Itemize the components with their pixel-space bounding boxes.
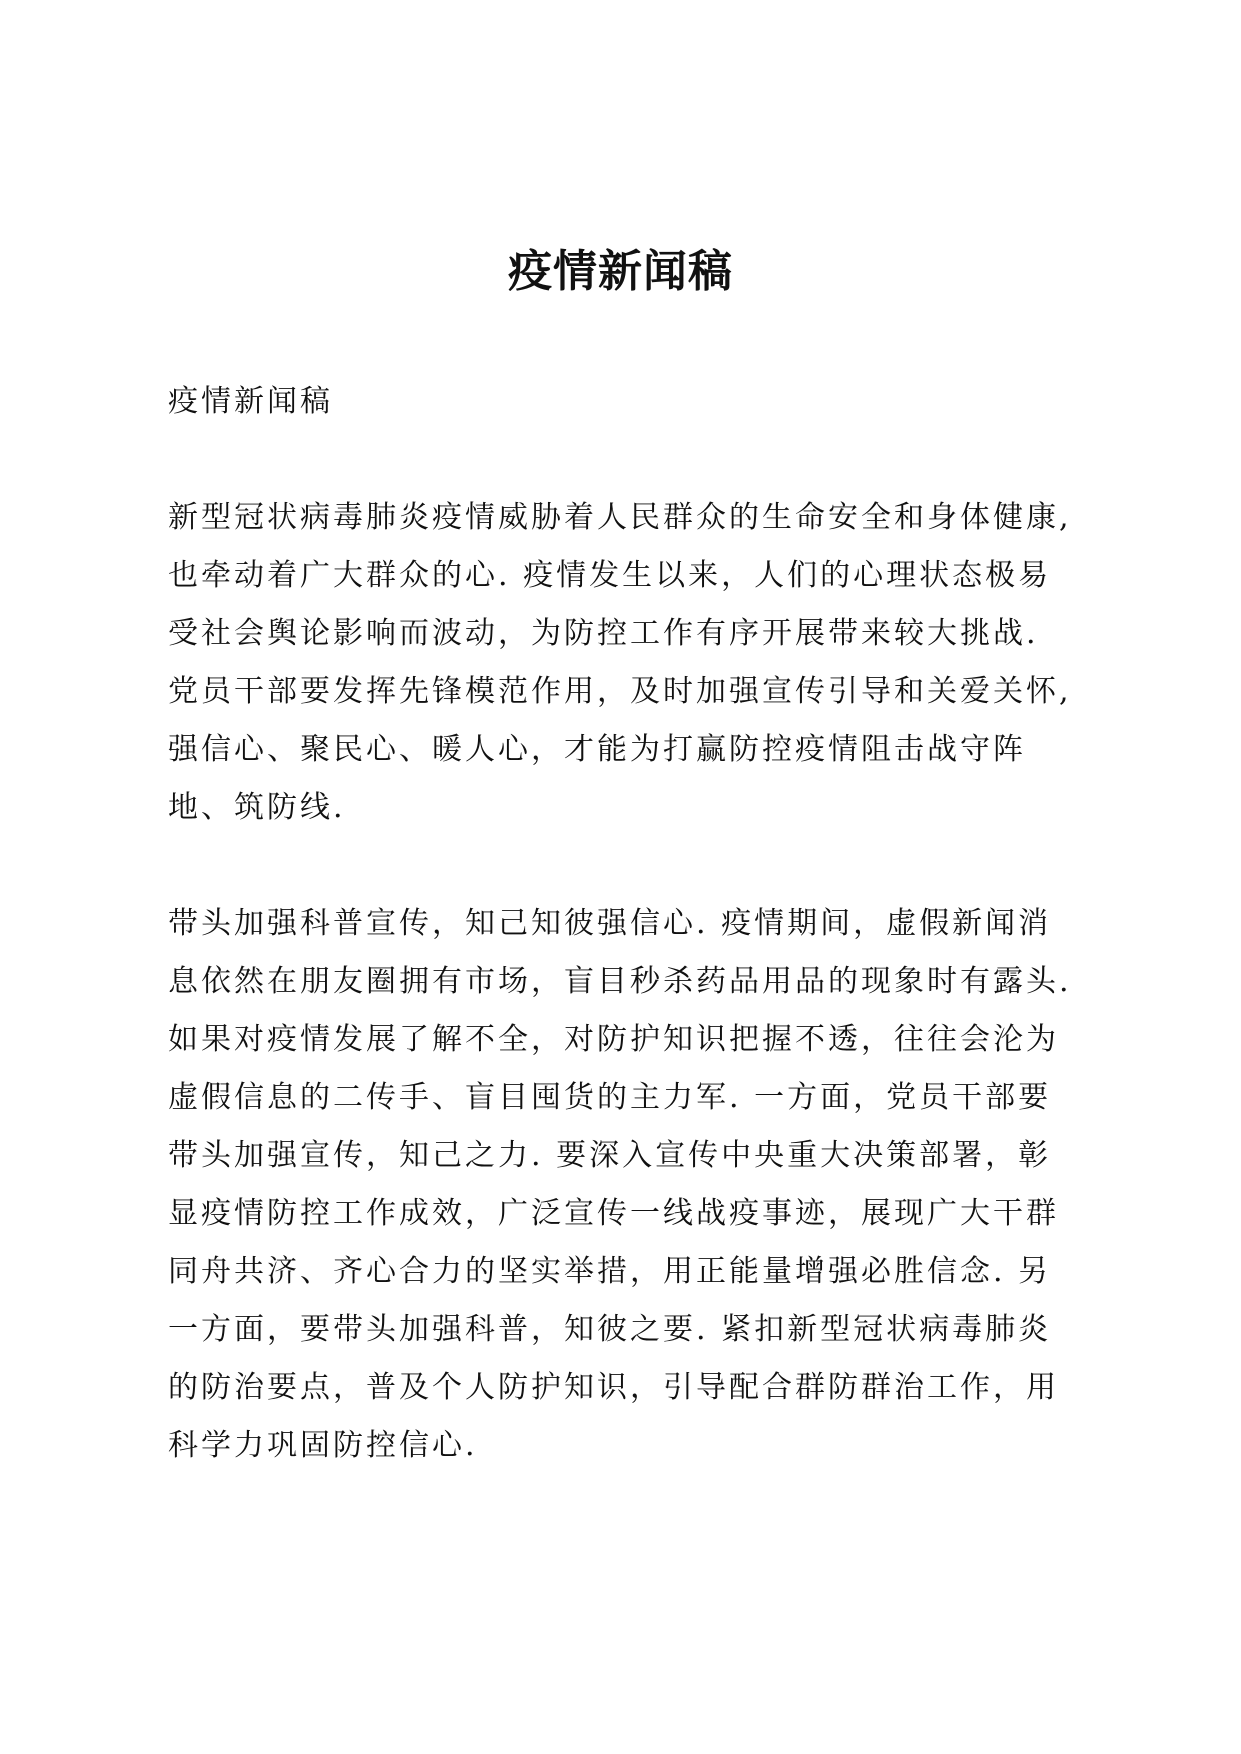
paragraph-line: 显疫情防控工作成效，广泛宣传一线战疫事迹，展现广大干群 xyxy=(168,1196,1059,1231)
paragraph-line: 受社会舆论影响而波动，为防控工作有序开展带来较大挑战. xyxy=(168,616,1039,651)
paragraph-line: 也牵动着广大群众的心. 疫情发生以来，人们的心理状态极易 xyxy=(168,558,1052,593)
paragraph-spacer xyxy=(168,431,1088,489)
document-body xyxy=(168,373,1088,1475)
document-title: 疫情新闻稿 xyxy=(508,246,733,297)
paragraph-line: 新型冠状病毒肺炎疫情威胁着人民群众的生命安全和身体健康, xyxy=(168,500,1072,535)
paragraph-line: 虚假信息的二传手、盲目囤货的主力军. 一方面，党员干部要 xyxy=(168,1080,1052,1115)
paragraph-1 xyxy=(168,489,1088,837)
paragraph-line: 同舟共济、齐心合力的坚实举措，用正能量增强必胜信念. 另 xyxy=(168,1254,1052,1289)
paragraph-line: 强信心、聚民心、暖人心，才能为打赢防控疫情阻击战守阵 xyxy=(168,732,1026,767)
paragraph-line: 息依然在朋友圈拥有市场，盲目秒杀药品用品的现象时有露头. xyxy=(168,964,1072,999)
paragraph-spacer xyxy=(168,837,1088,895)
paragraph-line: 的防治要点，普及个人防护知识，引导配合群防群治工作，用 xyxy=(168,1370,1059,1405)
paragraph-2 xyxy=(168,895,1088,1475)
document-subtitle: 疫情新闻稿 xyxy=(168,384,333,419)
paragraph-line: 带头加强宣传，知己之力. 要深入宣传中央重大决策部署，彰 xyxy=(168,1138,1052,1173)
paragraph-line: 党员干部要发挥先锋模范作用，及时加强宣传引导和关爱关怀, xyxy=(168,674,1072,709)
paragraph-line: 如果对疫情发展了解不全，对防护知识把握不透，往往会沦为 xyxy=(168,1022,1059,1057)
paragraph-line: 科学力巩固防控信心. xyxy=(168,1428,478,1463)
paragraph-line: 地、筑防线. xyxy=(168,790,346,825)
paragraph-line: 一方面，要带头加强科普，知彼之要. 紧扣新型冠状病毒肺炎 xyxy=(168,1312,1052,1347)
paragraph-line: 带头加强科普宣传，知己知彼强信心. 疫情期间，虚假新闻消 xyxy=(168,906,1052,941)
